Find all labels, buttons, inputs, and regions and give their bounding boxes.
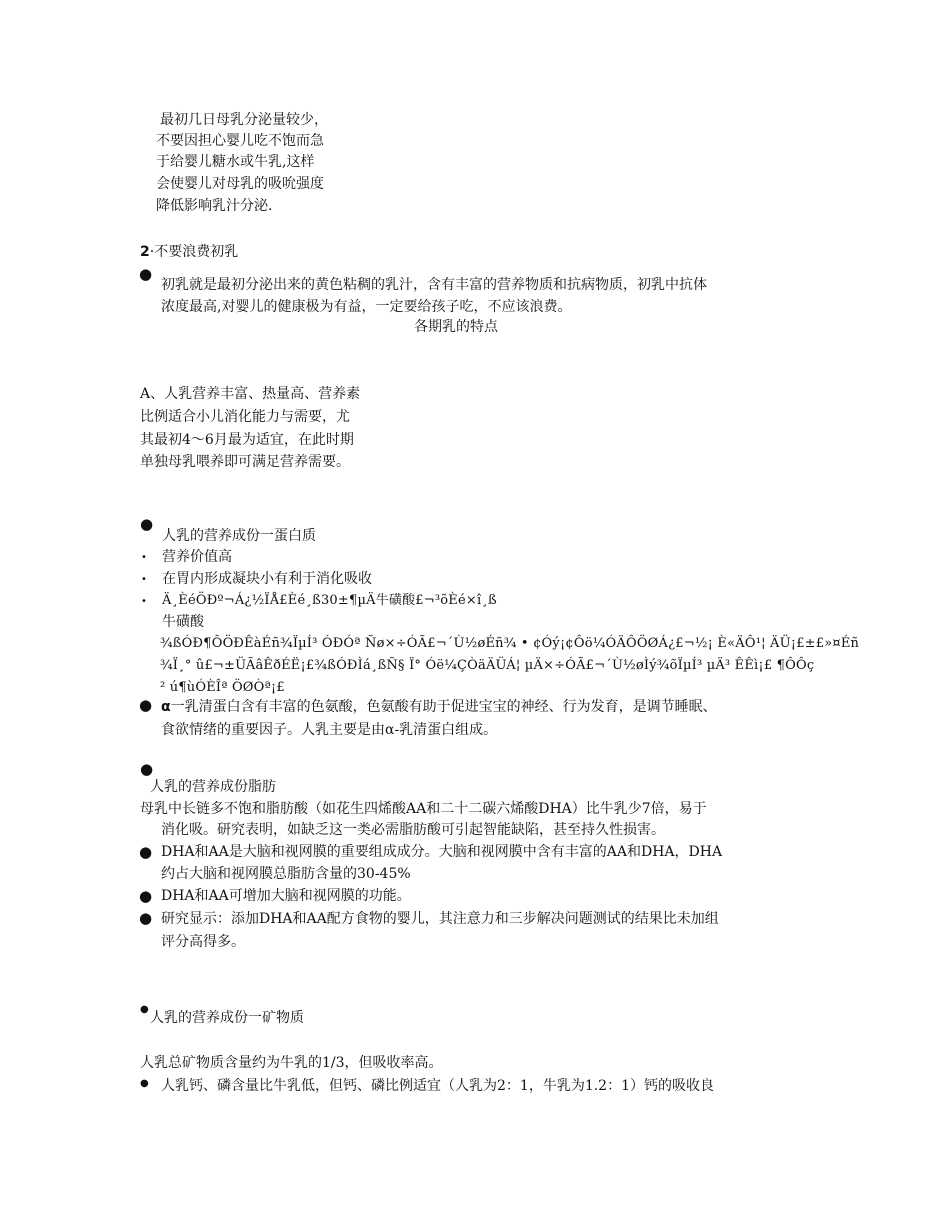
garbled-line-3: ² ú¶ùÓÈÎª ÖØÒª¡£ <box>160 680 285 695</box>
colostrum-body-line-1: 初乳就是最初分泌出来的黄色粘稠的乳汁，含有丰富的营养物质和抗病物质，初乳中抗体 <box>161 277 707 293</box>
fat-title: 人乳的营养成份脂肪 <box>150 779 276 795</box>
small-bullet-icon: • <box>141 596 147 607</box>
taurine-label: 牛磺酸 <box>162 614 204 630</box>
colostrum-heading-text: ·不要浪费初乳 <box>149 244 239 260</box>
colostrum-heading-number: 2 <box>140 244 150 260</box>
garbled-line-1: ¾ßÓÐ¶ÔÖÐÊàÉñ¾ÏµÍ³ ÓÐÓª Ñø×÷ÓÃ£¬´Ù½øÉñ¾ • ¢Óý¡¢Ôö¼ÓÄÔÖØÁ¿£¬½¡ È«ÄÔ¹¦ ÄÜ¡£±£»¤Éñ <box>160 636 860 651</box>
protein-item-2: 在胃内形成凝块小有利于消化吸收 <box>162 571 372 587</box>
fat-bullet-2: DHA和AA可增加大脑和视网膜的功能。 <box>161 888 411 904</box>
bullet-icon: ● <box>140 1078 149 1089</box>
mineral-title: 人乳的营养成份一矿物质 <box>150 1010 304 1026</box>
bullet-icon: ● <box>139 696 153 714</box>
protein-title: 人乳的营养成份一蛋白质 <box>162 528 316 544</box>
fat-para-line-2: 消化吸。研究表明，如缺乏这一类必需脂肪酸可引起智能缺陷，甚至持久性损害。 <box>161 822 665 838</box>
bullet-icon: ● <box>140 515 154 533</box>
small-bullet-icon: • <box>141 574 147 585</box>
nutrition-line-1: A、人乳营养丰富、热量高、营养素 <box>140 386 361 402</box>
intro-line-1: 最初几日母乳分泌量较少， <box>160 112 328 128</box>
alpha-line-1-text: 一乳清蛋白含有丰富的色氨酸，色氨酸有助于促进宝宝的神经、行为发育，是调节睡眠、 <box>170 699 717 715</box>
fat-bullet-3-line-2: 评分高得多。 <box>161 934 245 950</box>
intro-line-2: 不要因担心婴儿吃不饱而急 <box>156 133 324 149</box>
fat-bullet-3-line-1: 研究显示：添加DHA和AA配方食物的婴儿，其注意力和三步解决问题测试的结果比未加组 <box>161 911 719 927</box>
colostrum-body-line-2: 浓度最高,对婴儿的健康极为有益，一定要给孩子吃，不应该浪费。 <box>161 299 572 315</box>
nutrition-line-4: 单独母乳喂养即可满足营养需要。 <box>140 454 350 470</box>
section-title: 各期乳的特点 <box>414 319 498 335</box>
bullet-icon: ● <box>139 843 153 861</box>
bullet-icon: ● <box>139 265 153 283</box>
intro-line-3: 于给婴儿糖水或牛乳,这样 <box>156 154 315 170</box>
nutrition-line-3: 其最初4～6月最为适宜，在此时期 <box>140 432 354 448</box>
fat-bullet-1-line-2: 约占大脑和视网膜总脂肪含量的30-45% <box>161 866 411 882</box>
alpha-letter: α <box>161 699 171 715</box>
protein-item-1: 营养价值高 <box>162 549 232 565</box>
bullet-icon: ● <box>140 760 154 778</box>
intro-line-5: 降低影响乳汁分泌. <box>156 198 273 214</box>
small-bullet-icon: • <box>141 552 147 563</box>
colostrum-heading <box>140 242 238 262</box>
bullet-icon: ● <box>139 887 153 905</box>
alpha-line-2: 食欲情绪的重要因子。人乳主要是由α-乳清蛋白组成。 <box>161 722 498 738</box>
alpha-line-1 <box>161 697 717 717</box>
fat-bullet-1-line-1: DHA和AA是大脑和视网膜的重要组成成分。大脑和视网膜中含有丰富的AA和DHA，DHA <box>161 844 723 860</box>
garbled-line-2: ¾Ï¸° û£¬±ÜÃâÊðÉË¡£¾ßÓÐÌá¸ßÑ§ Ï° Óë¼ÇÒäÄÜÁ¦ µÄ×÷ÓÃ£¬´Ù½øÌý¾õÏµÍ³ µÄ³ ÊÊì¡£ ¶ÔÔç <box>160 658 815 673</box>
fat-para-line-1: 母乳中长链多不饱和脂肪酸（如花生四烯酸AA和二十二碳六烯酸DHA）比牛乳少7倍，易于 <box>140 801 707 817</box>
mineral-bullet-1: 人乳钙、磷含量比牛乳低，但钙、磷比例适宜（人乳为2：1，牛乳为1.2：1）钙的吸收良 <box>161 1078 714 1094</box>
nutrition-line-2: 比例适合小儿消化能力与需要，尤 <box>140 409 350 425</box>
bullet-icon: ● <box>140 1004 149 1015</box>
protein-item-3: Ä¸ÈéÖÐº¬Á¿½ÏÅ£Èé¸ß30±¶µÄ牛磺酸£¬³õÈé×î¸ß <box>162 593 497 608</box>
intro-line-4: 会使婴儿对母乳的吸吮强度 <box>156 176 324 192</box>
mineral-para: 人乳总矿物质含量约为牛乳的1/3，但吸收率高。 <box>140 1055 443 1071</box>
bullet-icon: ● <box>139 909 153 927</box>
